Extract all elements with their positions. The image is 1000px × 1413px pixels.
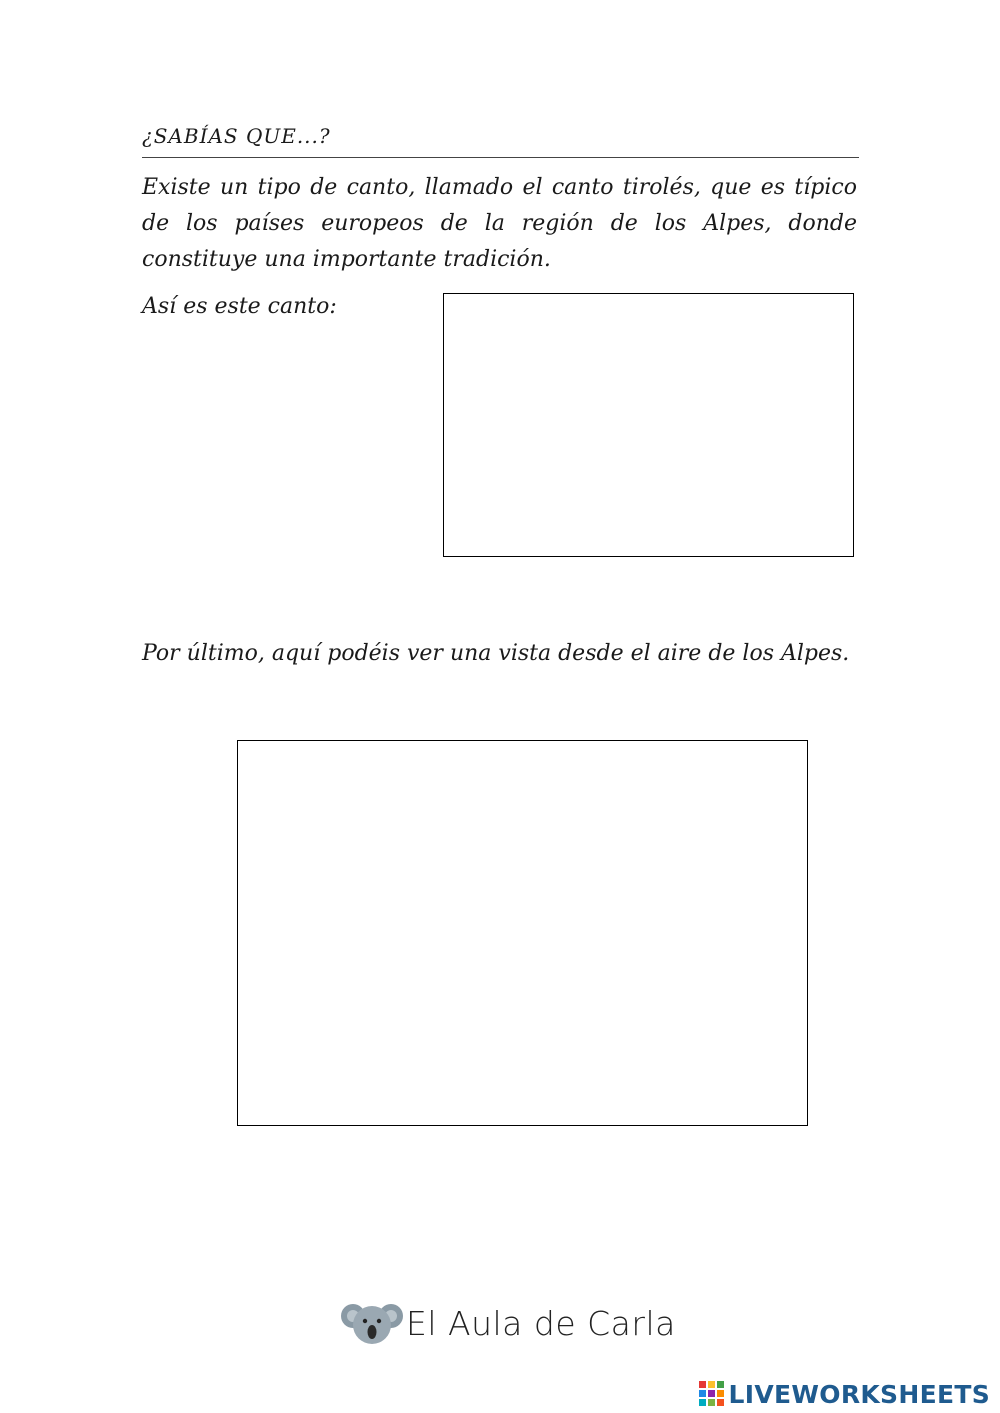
alps-caption: Por último, aquí podéis ver una vista desde el aire de los Alpes.	[142, 641, 850, 666]
brand-name: El Aula de Carla	[406, 1303, 676, 1343]
song-video-frame[interactable]	[443, 293, 854, 557]
alps-video-frame[interactable]	[237, 740, 808, 1126]
liveworksheets-logo[interactable]	[699, 1377, 990, 1411]
section-title: ¿SABÍAS QUE...?	[142, 124, 331, 148]
brand-logo	[340, 1298, 676, 1348]
liveworksheets-wordmark: LIVEWORKSHEETS	[728, 1379, 990, 1409]
song-caption: Así es este canto:	[142, 294, 337, 319]
title-divider	[142, 157, 859, 158]
intro-paragraph: Existe un tipo de canto, llamado el canto tirolés, que es típico de los países europeos de la región de los Alpes, donde constituye una importante tradición.	[142, 175, 857, 272]
koala-icon	[340, 1298, 404, 1348]
liveworksheets-logo-icon	[699, 1381, 725, 1407]
